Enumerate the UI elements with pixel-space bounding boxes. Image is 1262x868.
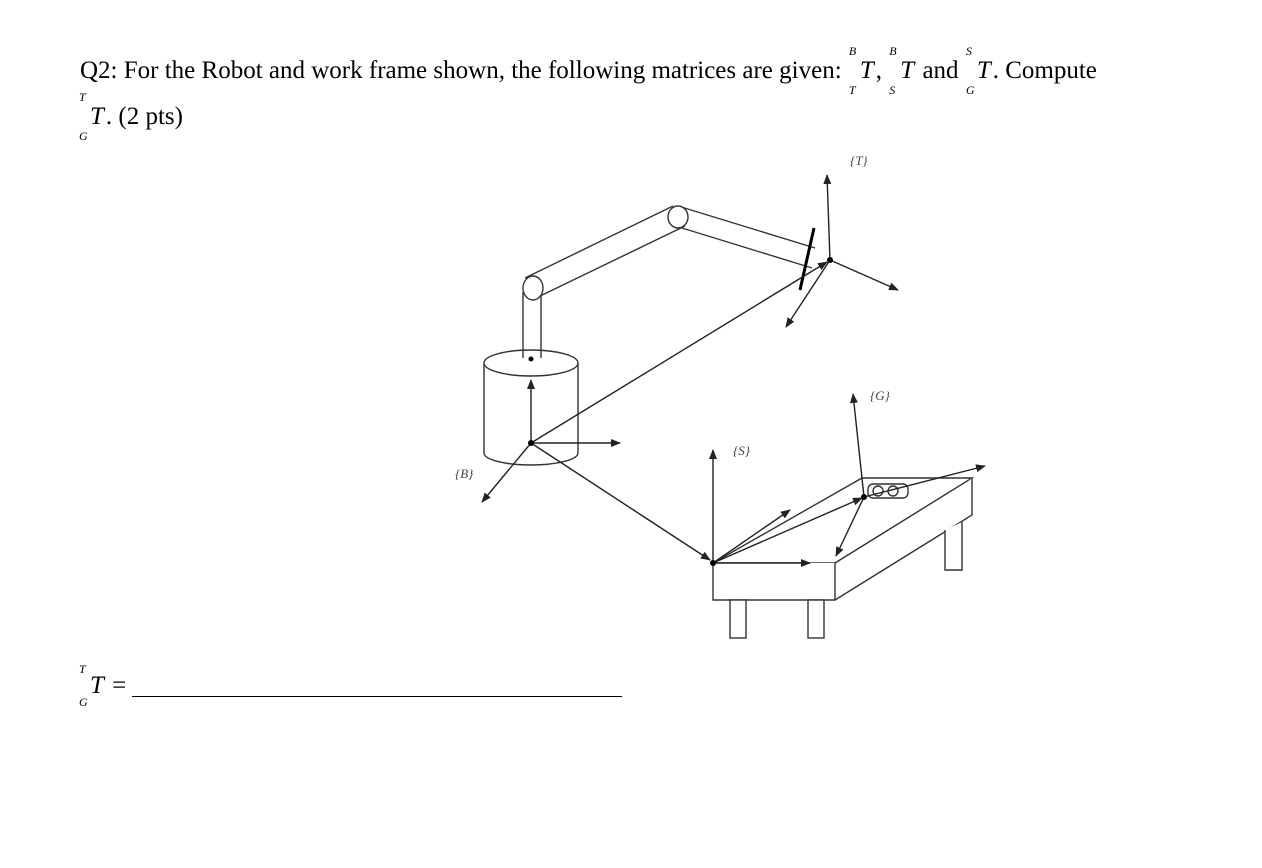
label-frame-S: {S}	[733, 443, 750, 458]
question-conj: and	[922, 57, 959, 84]
robot-post	[523, 292, 541, 358]
gripper	[800, 228, 814, 290]
work-table	[713, 478, 972, 638]
label-frame-T: {T}	[850, 153, 868, 168]
robot-upper-arm	[523, 206, 685, 300]
question-text: Q2: For the Robot and work frame shown, the following matrices are given: B T T, B S T and S G T. Compute T G T. (2 pts)	[79, 44, 1097, 143]
label-frame-G: {G}	[870, 388, 890, 403]
question-prefix: Q2: For the Robot and work frame shown, the following matrices are given:	[80, 57, 842, 84]
label-frame-B: {B}	[455, 466, 474, 481]
frame-T-axes	[786, 175, 898, 327]
transform-B-T: B T T	[848, 44, 874, 97]
answer-transform: T G T	[79, 662, 104, 709]
robot-forearm	[668, 206, 815, 268]
answer-blank[interactable]	[132, 670, 622, 697]
transform-T-G: T G T	[79, 90, 104, 143]
transform-B-S: B S T	[889, 44, 915, 97]
answer-line	[79, 662, 622, 709]
frame-B-axes	[482, 380, 620, 502]
answer-equals: =	[112, 672, 127, 699]
transform-S-G: S G T	[965, 44, 991, 97]
